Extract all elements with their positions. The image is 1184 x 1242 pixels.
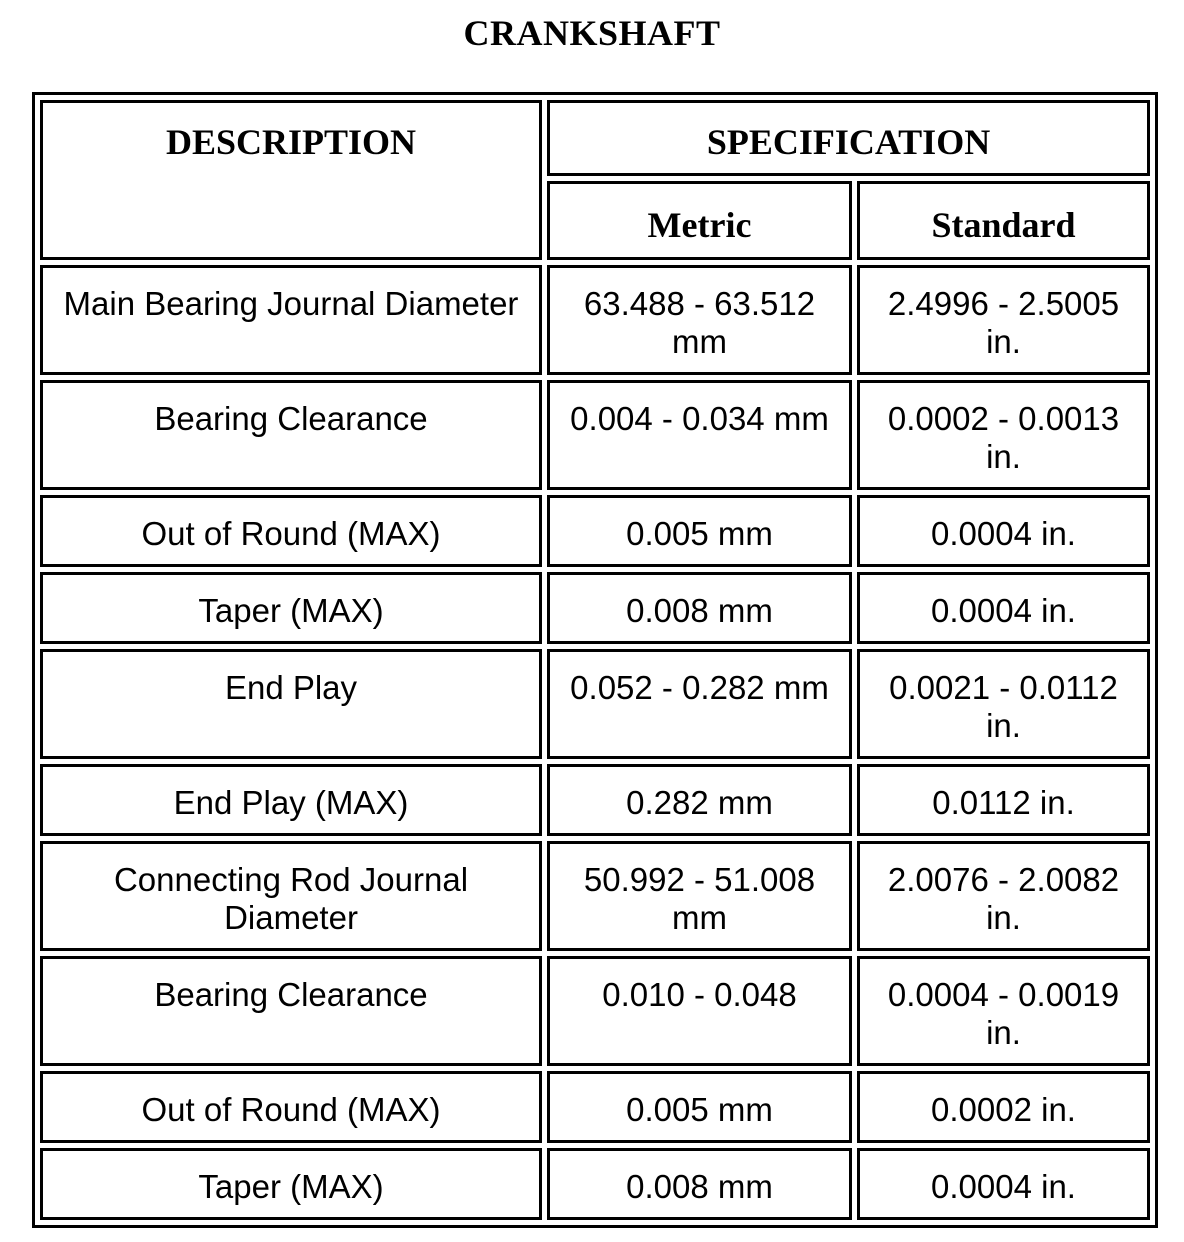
standard-cell: 0.0002 in. <box>857 1071 1150 1143</box>
metric-cell: 0.282 mm <box>547 764 852 836</box>
description-cell: Taper (MAX) <box>40 1148 542 1220</box>
table-row <box>40 265 1150 375</box>
table-row <box>40 572 1150 644</box>
description-header: DESCRIPTION <box>40 100 542 260</box>
header-row <box>40 100 1150 176</box>
table-row <box>40 380 1150 490</box>
standard-cell: 0.0004 in. <box>857 495 1150 567</box>
standard-cell: 0.0004 in. <box>857 1148 1150 1220</box>
table-row <box>40 841 1150 951</box>
metric-cell: 0.052 - 0.282 mm <box>547 649 852 759</box>
metric-cell: 63.488 - 63.512 mm <box>547 265 852 375</box>
description-cell: End Play <box>40 649 542 759</box>
table-row <box>40 1071 1150 1143</box>
description-cell: Out of Round (MAX) <box>40 495 542 567</box>
standard-cell: 0.0002 - 0.0013 in. <box>857 380 1150 490</box>
description-cell: Connecting Rod Journal Diameter <box>40 841 542 951</box>
description-cell: Bearing Clearance <box>40 956 542 1066</box>
page-title: CRANKSHAFT <box>463 13 721 53</box>
metric-cell: 0.005 mm <box>547 1071 852 1143</box>
description-cell: End Play (MAX) <box>40 764 542 836</box>
table-row <box>40 495 1150 567</box>
metric-header: Metric <box>547 181 852 260</box>
metric-cell: 0.005 mm <box>547 495 852 567</box>
metric-cell: 0.004 - 0.034 mm <box>547 380 852 490</box>
description-cell: Main Bearing Journal Diameter <box>40 265 542 375</box>
metric-cell: 0.008 mm <box>547 572 852 644</box>
specification-header: SPECIFICATION <box>547 100 1150 176</box>
standard-header: Standard <box>857 181 1150 260</box>
standard-cell: 2.0076 - 2.0082 in. <box>857 841 1150 951</box>
description-cell: Out of Round (MAX) <box>40 1071 542 1143</box>
table-row <box>40 764 1150 836</box>
standard-cell: 0.0021 - 0.0112 in. <box>857 649 1150 759</box>
metric-cell: 50.992 - 51.008 mm <box>547 841 852 951</box>
standard-cell: 0.0004 in. <box>857 572 1150 644</box>
standard-cell: 2.4996 - 2.5005 in. <box>857 265 1150 375</box>
metric-cell: 0.010 - 0.048 <box>547 956 852 1066</box>
crankshaft-spec-table <box>32 92 1158 1228</box>
description-cell: Taper (MAX) <box>40 572 542 644</box>
standard-cell: 0.0004 - 0.0019 in. <box>857 956 1150 1066</box>
metric-cell: 0.008 mm <box>547 1148 852 1220</box>
standard-cell: 0.0112 in. <box>857 764 1150 836</box>
description-cell: Bearing Clearance <box>40 380 542 490</box>
table-row <box>40 1148 1150 1220</box>
table-row <box>40 956 1150 1066</box>
table-row <box>40 649 1150 759</box>
